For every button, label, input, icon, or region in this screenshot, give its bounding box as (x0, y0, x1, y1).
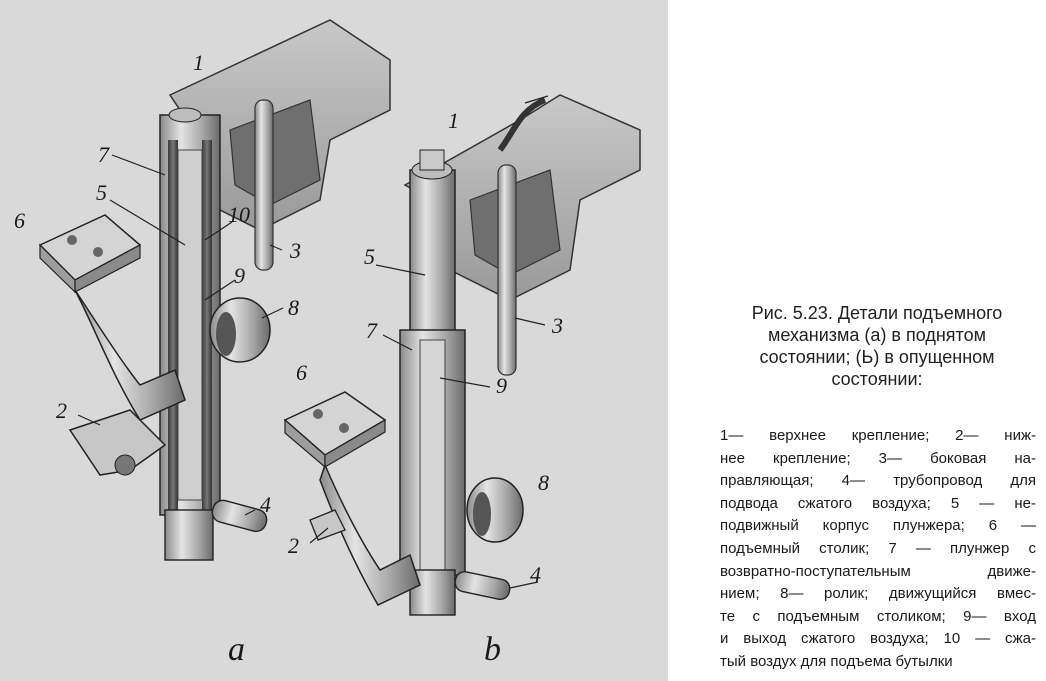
callout-b-2: 2 (288, 533, 299, 558)
callout-a-3: 3 (290, 238, 301, 263)
callout-a-10: 10 (228, 202, 250, 227)
legend-line: 1— верхнее крепление; 2— ниж- (720, 427, 1036, 444)
callout-b-3: 3 (552, 313, 563, 338)
callout-b-9: 9 (496, 373, 507, 398)
callout-b-7: 7 (366, 318, 377, 343)
callout-a-6: 6 (14, 208, 25, 233)
legend-line: правляющая; 4— трубопровод для (720, 472, 1036, 490)
callout-b-4: 4 (530, 562, 541, 587)
legend-line: возвратно-поступательным движе- (720, 562, 1036, 580)
caption-line: состоянии; (Ь) в опущенном (759, 347, 995, 367)
callout-a-9: 9 (234, 263, 245, 288)
figure-legend (720, 425, 1036, 674)
callout-a-4: 4 (260, 492, 271, 517)
panel-label-b: b (484, 631, 501, 668)
legend-line: нием; 8— ролик; движущийся вмес- (720, 585, 1036, 603)
callout-a-5: 5 (96, 180, 107, 205)
legend-line: подвижный корпус плунжера; 6 — (720, 517, 1036, 535)
callout-b-8: 8 (538, 470, 549, 495)
callout-b-5: 5 (364, 244, 375, 269)
caption-line: состоянии: (831, 369, 923, 389)
caption-line: механизма (а) в поднятом (768, 325, 986, 345)
legend-line: подъемный столик; 7 — плунжер с (720, 539, 1036, 557)
legend-line: подвода сжатого воздуха; 5 — не- (720, 494, 1036, 512)
callout-a-7: 7 (98, 142, 109, 167)
legend-line: нее крепление; 3— боковая на- (720, 449, 1036, 467)
panel-label-a: a (228, 631, 245, 668)
legend-line: тый воздух для подъема бутылки (720, 652, 953, 670)
caption-line: Рис. 5.23. Детали подъемного (751, 303, 1003, 323)
callout-a-1: 1 (193, 50, 204, 75)
callout-a-8: 8 (288, 295, 299, 320)
callout-b-1: 1 (448, 108, 459, 133)
legend-line: и выход сжатого воздуха; 10 — сжа- (720, 630, 1036, 648)
legend-line: те с подъемным столиком; 9— вход (720, 607, 1036, 625)
figure-caption (712, 302, 1042, 390)
panel-a-drawing (40, 20, 390, 560)
callout-a-2: 2 (56, 398, 67, 423)
panel-b-drawing (285, 95, 640, 615)
callout-b-6: 6 (296, 360, 307, 385)
